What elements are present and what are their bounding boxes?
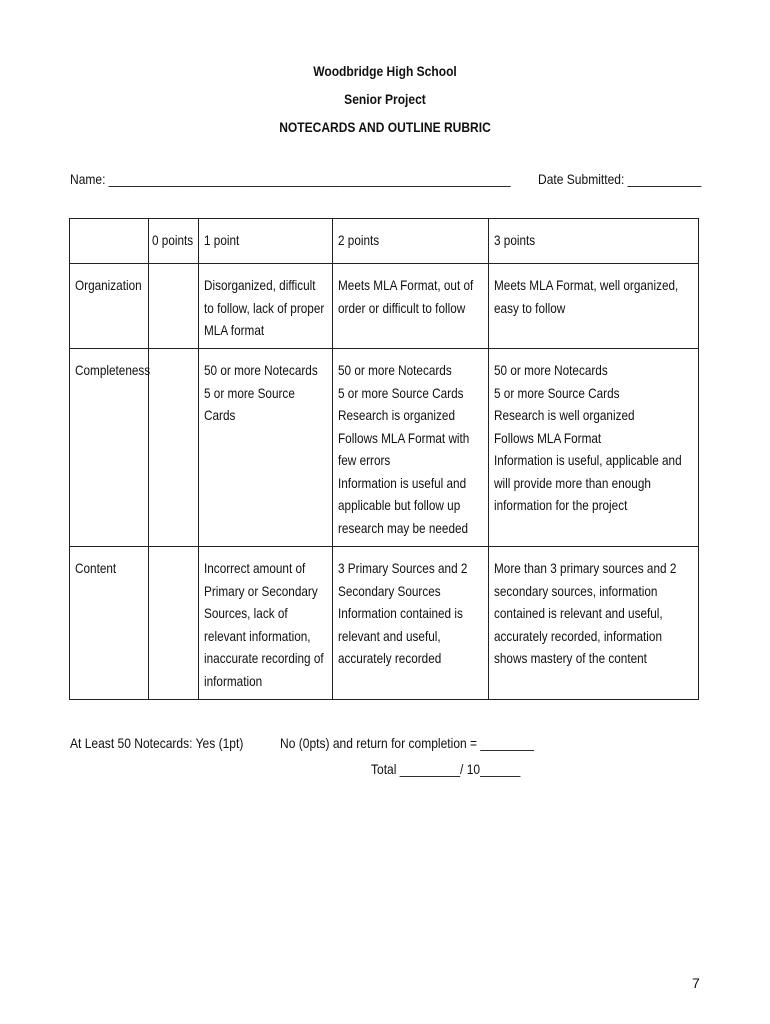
three-points-cell: More than 3 primary sources and 2 secondary sources, information contained is relevant and useful, accurately recorded, information shows mastery of the content bbox=[489, 547, 699, 700]
three-points-cell: Meets MLA Format, well organized, easy to follow bbox=[489, 264, 699, 349]
total-line: Total _________/ 10______ bbox=[371, 761, 521, 777]
table-header-row bbox=[70, 219, 699, 264]
no-points-line: No (0pts) and return for completion = ________ bbox=[280, 735, 535, 751]
at-least-50-notecards-line: At Least 50 Notecards: Yes (1pt) bbox=[70, 735, 244, 751]
name-field-line: Name: ____________________________________________________________ bbox=[70, 171, 511, 187]
two-points-cell: Meets MLA Format, out of order or difficult to follow bbox=[333, 264, 489, 349]
zero-points-cell bbox=[149, 547, 199, 700]
two-points-cell: 3 Primary Sources and 2 Secondary Sources Information contained is relevant and useful, accurately recorded bbox=[333, 547, 489, 700]
zero-points-cell bbox=[149, 264, 199, 349]
two-points-cell: 50 or more Notecards 5 or more Source Cards Research is organized Follows MLA Format with few errors Information is useful and applicable but follow up research may be needed bbox=[333, 349, 489, 547]
criterion-cell: Content bbox=[70, 547, 149, 700]
criterion-cell: Completeness bbox=[70, 349, 149, 547]
one-point-cell: Incorrect amount of Primary or Secondary Sources, lack of relevant information, inaccurate recording of information bbox=[199, 547, 333, 700]
header-cell-2-points: 2 points bbox=[333, 219, 489, 264]
date-submitted-line: Date Submitted: ___________ bbox=[538, 171, 702, 187]
project-name: Senior Project bbox=[344, 91, 426, 107]
header-cell-1-point: 1 point bbox=[199, 219, 333, 264]
rubric-table bbox=[69, 218, 699, 700]
one-point-cell: Disorganized, difficult to follow, lack of proper MLA format bbox=[199, 264, 333, 349]
page-number: 7 bbox=[692, 975, 700, 991]
school-name: Woodbridge High School bbox=[313, 63, 457, 79]
header-cell-criterion bbox=[70, 219, 149, 264]
header-cell-0-points: 0 points bbox=[149, 219, 199, 264]
table-row bbox=[70, 547, 699, 700]
header-cell-3-points: 3 points bbox=[489, 219, 699, 264]
one-point-cell: 50 or more Notecards 5 or more Source Cards bbox=[199, 349, 333, 547]
criterion-cell: Organization bbox=[70, 264, 149, 349]
three-points-cell: 50 or more Notecards 5 or more Source Cards Research is well organized Follows MLA Format Information is useful, applicable and will provide more than enough information for the project bbox=[489, 349, 699, 547]
rubric-title: NOTECARDS AND OUTLINE RUBRIC bbox=[279, 119, 491, 135]
table-row bbox=[70, 264, 699, 349]
zero-points-cell bbox=[149, 349, 199, 547]
table-row bbox=[70, 349, 699, 547]
